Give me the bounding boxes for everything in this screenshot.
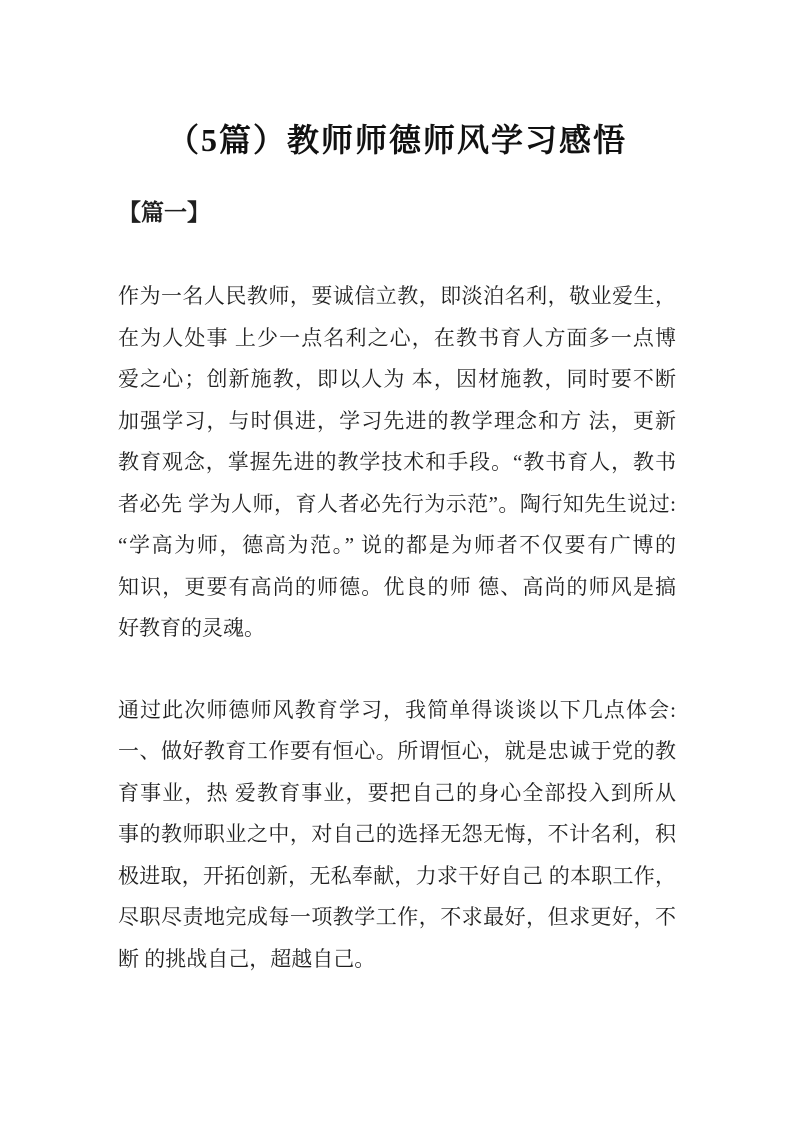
text-line: 育事业，热 爱教育事业，要把自己的身心全部投入到所从 [118, 780, 676, 805]
text-line: 加强学习，与时俱进，学习先进的教学理念和方 法，更新 [118, 408, 676, 433]
text-line: 教育观念，掌握先进的教学技术和手段。“教书育人，教书 [118, 450, 676, 474]
text-line: 知识，更要有高尚的师德。优良的师 德、高尚的师风是搞 [118, 574, 676, 599]
text-line: 极进取，开拓创新，无私奉献，力求干好自己 的本职工作， [118, 863, 676, 888]
text-line: 者必先 学为人师，育人者必先行为示范”。陶行知先生说过: [118, 491, 676, 516]
text-line: 通过此次师德师风教育学习，我简单得谈谈以下几点体会: [118, 697, 676, 722]
text-line: “学高为师，德高为范。” 说的都是为师者不仅要有广博的 [118, 533, 676, 557]
paragraph-2 [118, 690, 676, 981]
text-line: 一、做好教育工作要有恒心。所谓恒心，就是忠诚于党的教 [118, 739, 676, 763]
text-line: 断 的挑战自己，超越自己。 [118, 946, 376, 971]
document-title: （5篇）教师师德师风学习感悟 [166, 122, 627, 158]
paragraph-1 [118, 276, 676, 650]
text-line: 尽职尽责地完成每一项教学工作，不求最好，但求更好，不 [118, 905, 676, 929]
text-line: 事的教师职业之中，对自己的选择无怨无悔，不计名利，积 [118, 822, 676, 846]
text-line: 在为人处事 上少一点名利之心，在教书育人方面多一点博 [118, 325, 676, 350]
text-line: 爱之心；创新施教，即以人为 本，因材施教，同时要不断 [118, 367, 676, 391]
section-label-part-one: 【篇一】 [118, 200, 210, 225]
text-line: 好教育的灵魂。 [118, 616, 265, 640]
text-line: 作为一名人民教师，要诚信立教，即淡泊名利，敬业爱生， [118, 284, 676, 308]
